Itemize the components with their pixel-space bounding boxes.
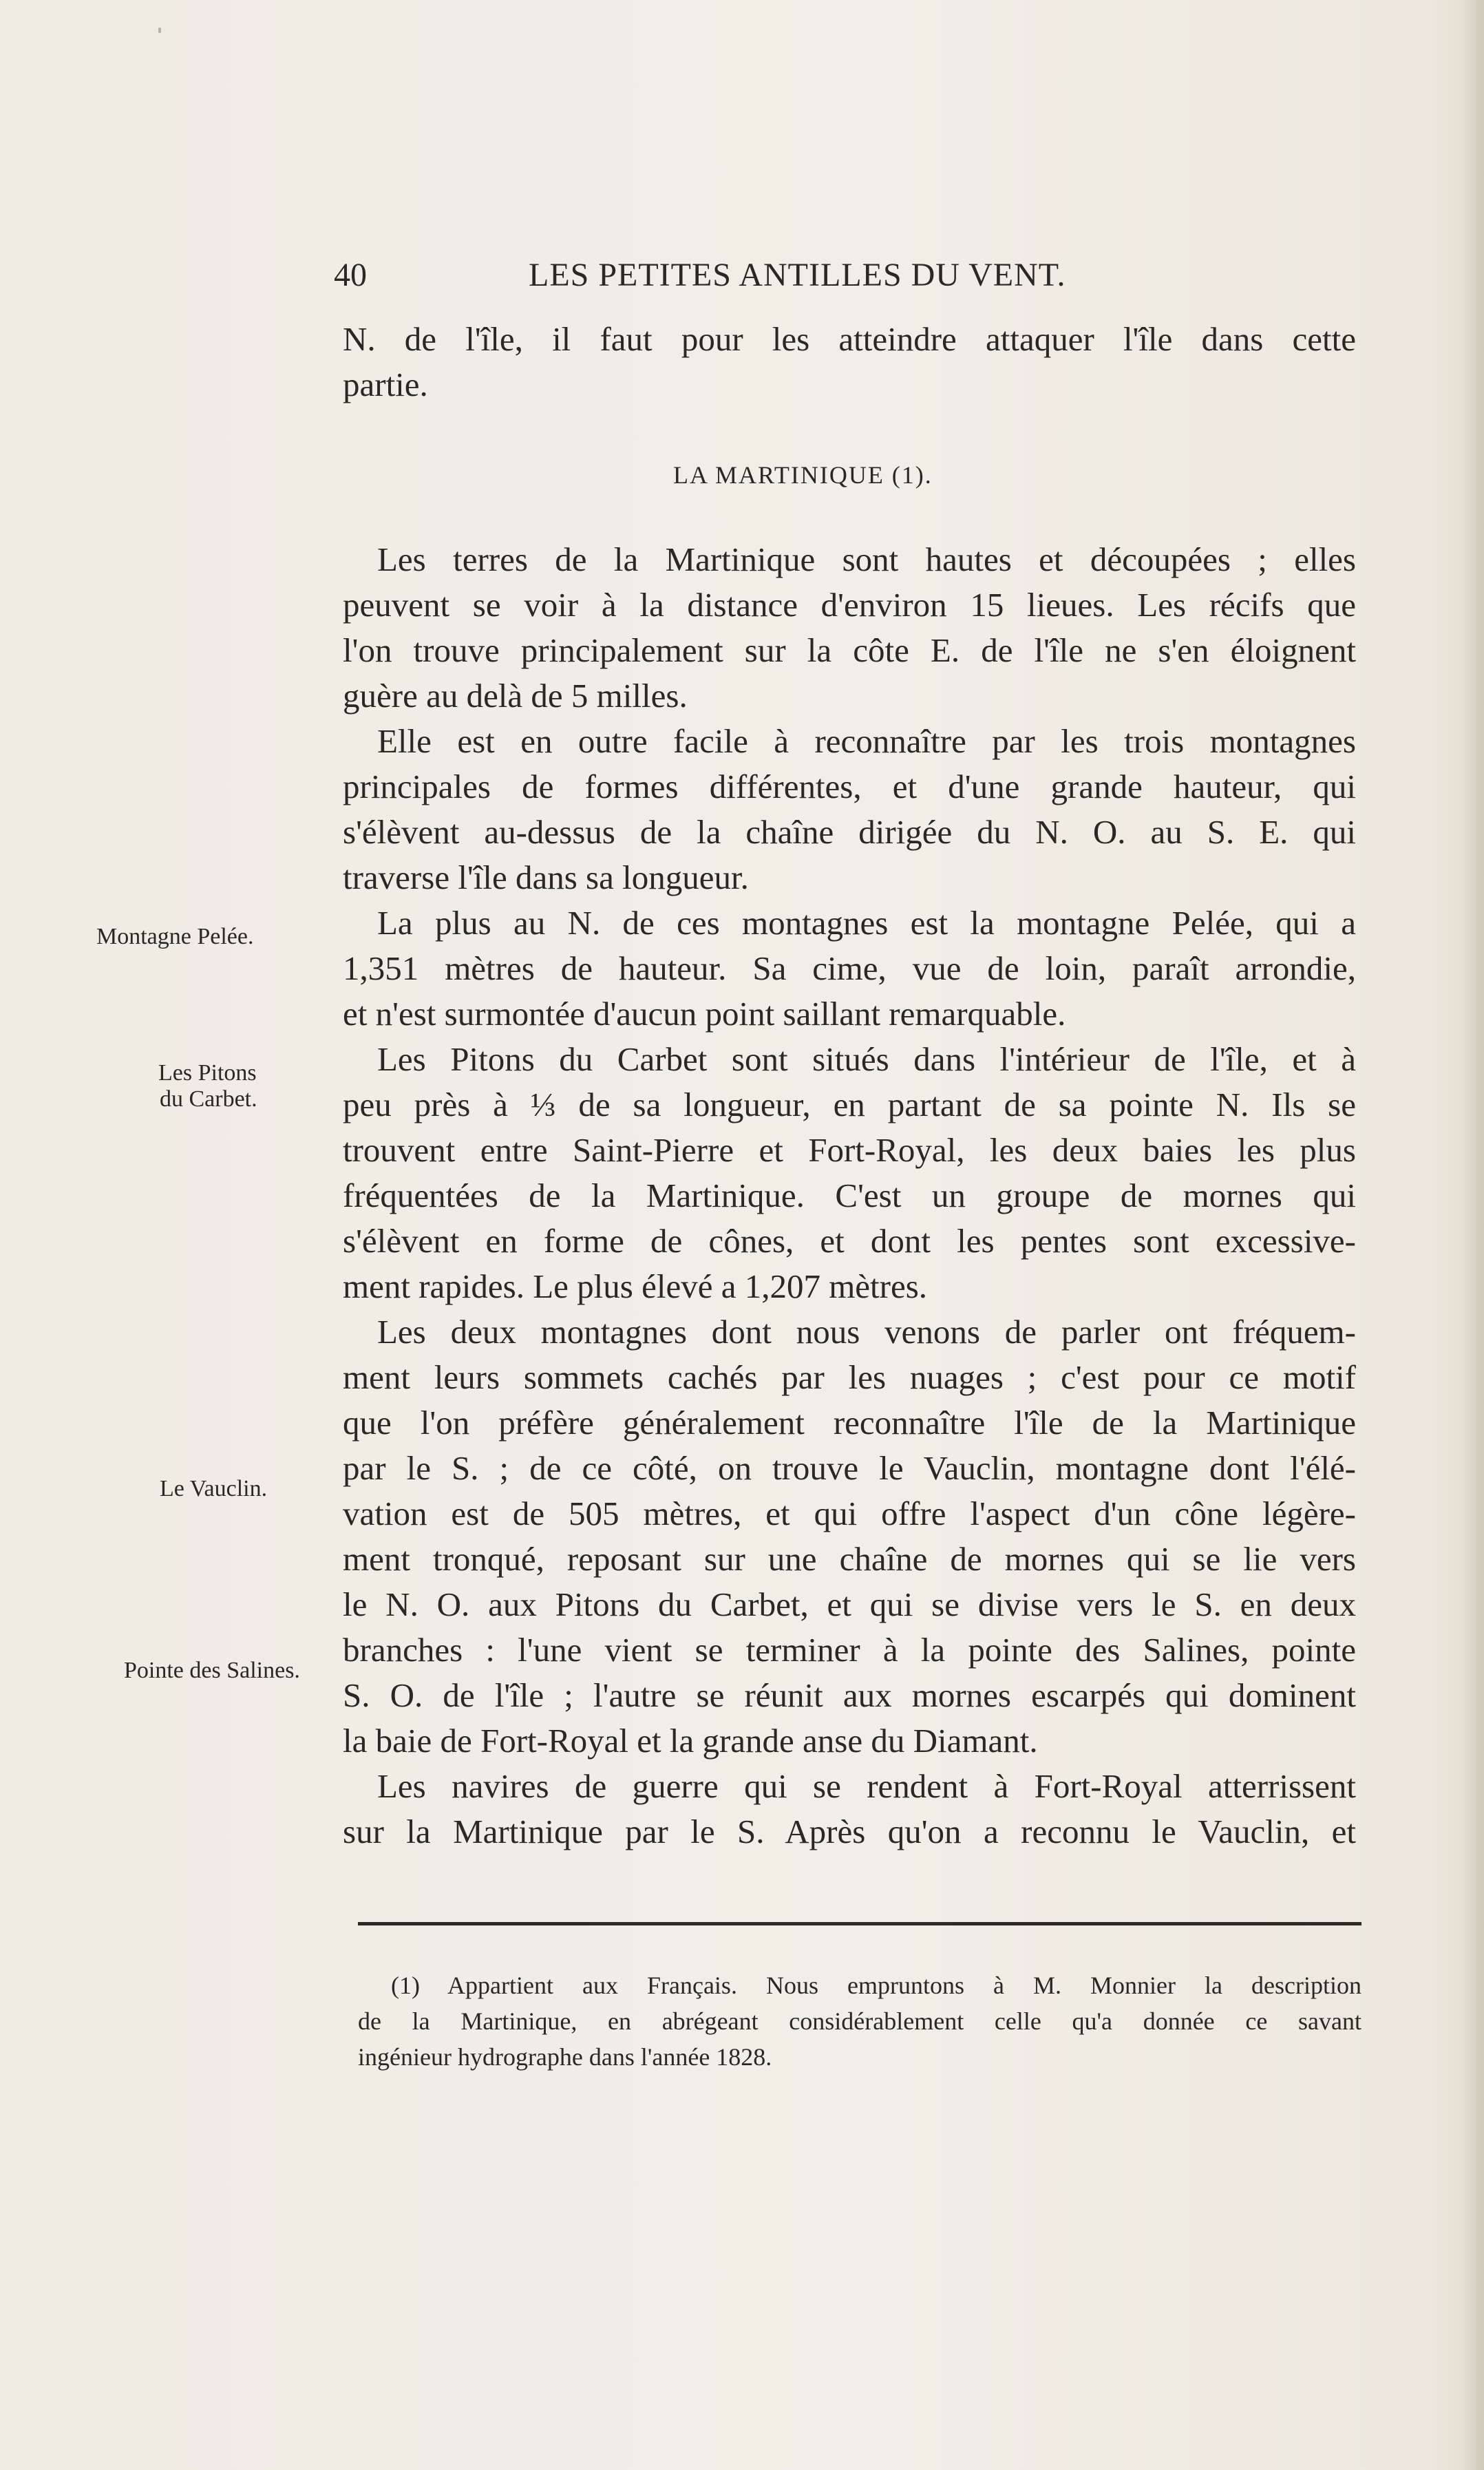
text-line: s'élèvent en forme de cônes, et dont les pentes sont excessive-: [343, 1222, 1356, 1260]
text-line: Les navires de guerre qui se rendent à Fort-Royal atterrissent: [377, 1767, 1356, 1805]
text-line: trouvent entre Saint-Pierre et Fort-Royal, les deux baies les plus: [343, 1131, 1356, 1169]
margin-note-pitons-line1: Les Pitons: [158, 1060, 257, 1086]
text-line: le N. O. aux Pitons du Carbet, et qui se divise vers le S. en deux: [343, 1585, 1356, 1623]
text-line: La plus au N. de ces montagnes est la montagne Pelée, qui a: [377, 904, 1356, 942]
text-line: que l'on préfère généralement reconnaître l'île de la Martinique: [343, 1404, 1356, 1442]
text-line: Les deux montagnes dont nous venons de parler ont fréquem-: [377, 1313, 1356, 1351]
margin-note-pitons-line2: du Carbet.: [160, 1086, 257, 1112]
text-line: guère au delà de 5 milles.: [343, 677, 688, 715]
running-title: LES PETITES ANTILLES DU VENT.: [529, 257, 1066, 293]
footnote-line: de la Martinique, en abrégeant considérablement celle qu'a donnée ce savant: [358, 2007, 1361, 2035]
text-line: ment tronqué, reposant sur une chaîne de mornes qui se lie vers: [343, 1540, 1356, 1578]
text-line: Elle est en outre facile à reconnaître par les trois montagnes: [377, 722, 1356, 760]
text-line: branches : l'une vient se terminer à la pointe des Salines, pointe: [343, 1631, 1356, 1669]
text-line: Les Pitons du Carbet sont situés dans l'intérieur de l'île, et à: [377, 1040, 1356, 1078]
margin-note-vauclin: Le Vauclin.: [160, 1476, 268, 1501]
paper-speck: [158, 28, 161, 33]
text-line: et n'est surmontée d'aucun point saillant remarquable.: [343, 995, 1066, 1033]
running-head: [334, 253, 1357, 297]
footnote-line: ingénieur hydrographe dans l'année 1828.: [358, 2043, 772, 2071]
text-line: ment rapides. Le plus élevé a 1,207 mètres.: [343, 1267, 928, 1305]
text-line: partie.: [343, 366, 428, 403]
text-line: l'on trouve principalement sur la côte E. de l'île ne s'en éloignent: [343, 631, 1356, 669]
text-line: fréquentées de la Martinique. C'est un groupe de mornes qui: [343, 1176, 1356, 1214]
margin-note-pointe-des-salines: Pointe des Salines.: [124, 1658, 300, 1683]
text-line: ment leurs sommets cachés par les nuages ; c'est pour ce motif: [343, 1358, 1356, 1396]
text-line: sur la Martinique par le S. Après qu'on a reconnu le Vauclin, et: [343, 1813, 1356, 1850]
margin-note-montagne-pelee: Montagne Pelée.: [96, 924, 254, 949]
text-line: vation est de 505 mètres, et qui offre l'aspect d'un cône légère-: [343, 1495, 1356, 1532]
text-line: N. de l'île, il faut pour les atteindre attaquer l'île dans cette: [343, 320, 1356, 358]
text-line: principales de formes différentes, et d'une grande hauteur, qui: [343, 768, 1356, 805]
text-line: s'élèvent au-dessus de la chaîne dirigée du N. O. au S. E. qui: [343, 813, 1356, 851]
page-number: 40: [334, 257, 367, 293]
footnote-rule: [358, 1922, 1361, 1925]
text-line: S. O. de l'île ; l'autre se réunit aux mornes escarpés qui dominent: [343, 1676, 1356, 1714]
text-line: la baie de Fort-Royal et la grande anse du Diamant.: [343, 1722, 1038, 1760]
text-line: 1,351 mètres de hauteur. Sa cime, vue de loin, paraît arrondie,: [343, 949, 1356, 987]
section-heading: LA MARTINIQUE (1).: [673, 461, 933, 489]
text-line: par le S. ; de ce côté, on trouve le Vauclin, montagne dont l'élé-: [343, 1449, 1356, 1487]
text-line: peuvent se voir à la distance d'environ 15 lieues. Les récifs que: [343, 586, 1356, 624]
footnote-line: (1) Appartient aux Français. Nous empruntons à M. Monnier la description: [391, 1972, 1361, 1999]
text-line: traverse l'île dans sa longueur.: [343, 858, 749, 896]
text-line: peu près à ⅓ de sa longueur, en partant de sa pointe N. Ils se: [343, 1086, 1356, 1123]
text-line: Les terres de la Martinique sont hautes et découpées ; elles: [377, 540, 1356, 578]
page-gutter-shadow: [1461, 0, 1484, 2470]
